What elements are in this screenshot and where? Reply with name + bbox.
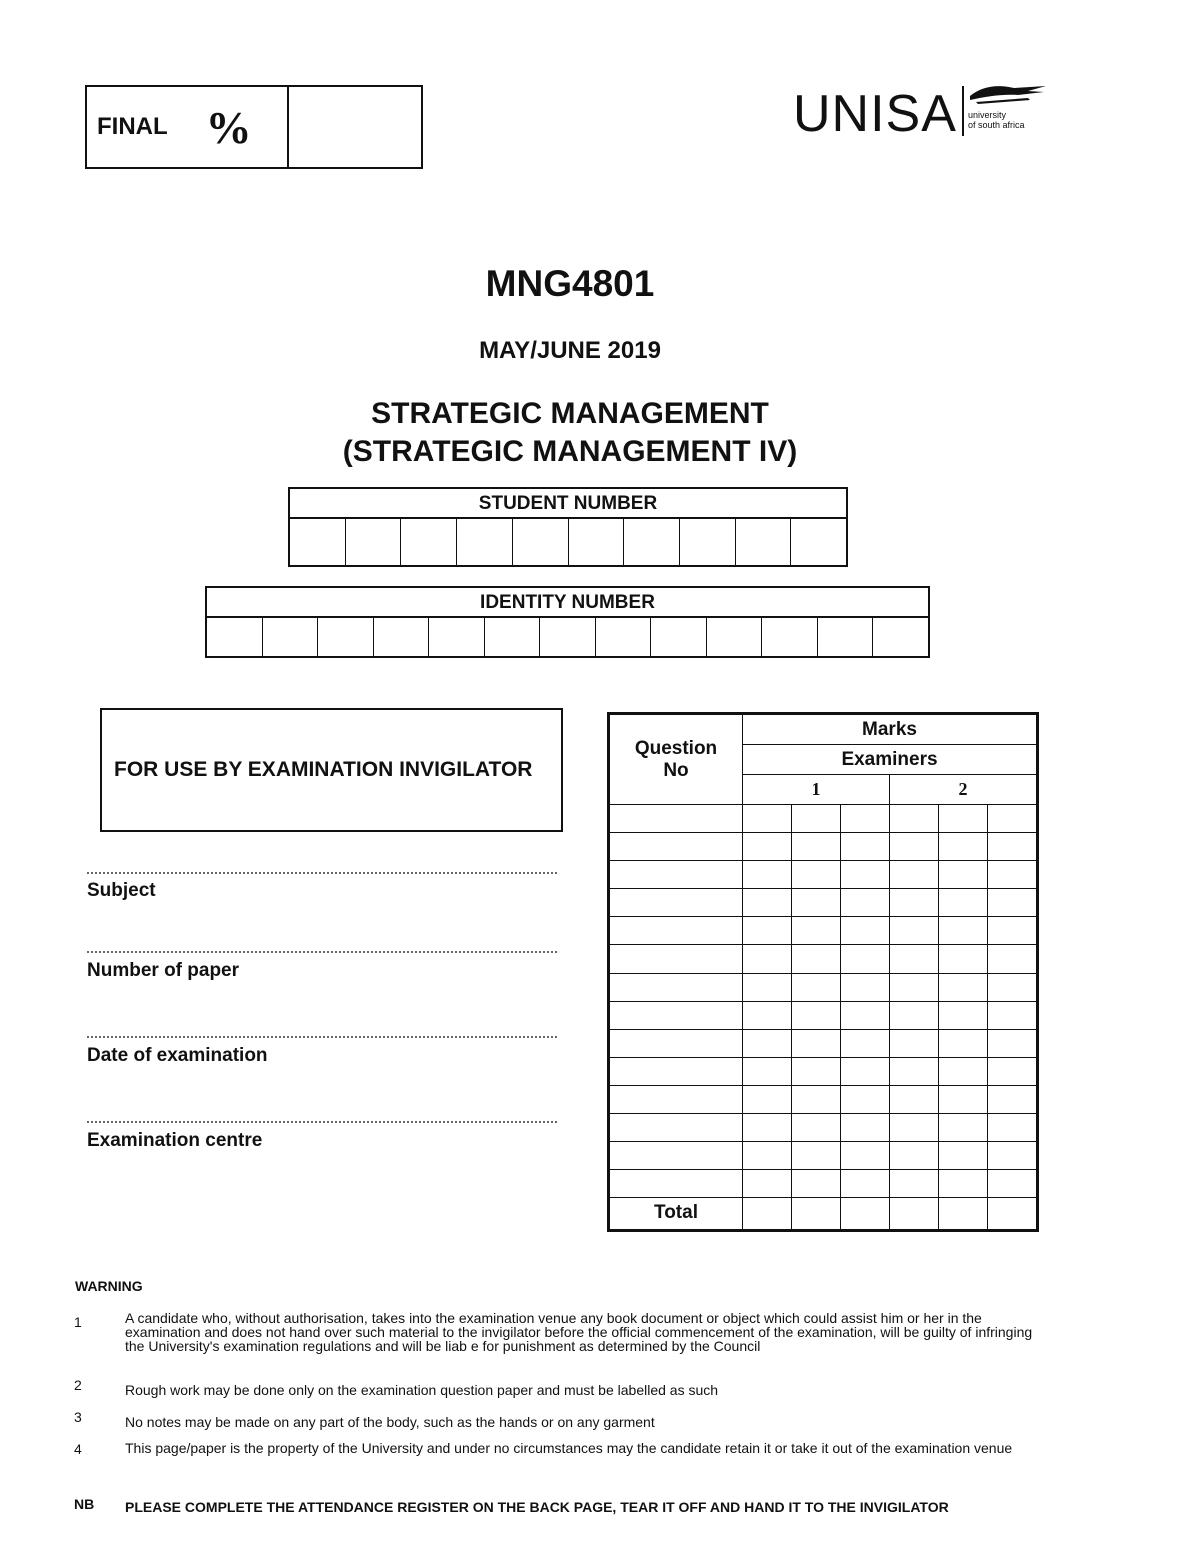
mark-cell[interactable]: [743, 1057, 792, 1085]
identity-number-digit[interactable]: [374, 618, 430, 656]
subject-label: Subject: [87, 880, 156, 901]
student-number-digit[interactable]: [513, 519, 569, 565]
mark-cell[interactable]: [890, 1001, 939, 1029]
warning-item-text: No notes may be made on any part of the body, such as the hands or on any garment: [125, 1414, 655, 1430]
identity-number-digit[interactable]: [651, 618, 707, 656]
mark-cell[interactable]: [792, 1085, 841, 1113]
mark-cell[interactable]: [890, 833, 939, 861]
mark-cell[interactable]: [890, 1029, 939, 1057]
mark-cell[interactable]: [988, 917, 1037, 945]
mark-cell[interactable]: [939, 1169, 988, 1197]
mark-cell[interactable]: [792, 1169, 841, 1197]
warning-item-number: 2: [74, 1377, 82, 1393]
identity-number-digit[interactable]: [873, 618, 928, 656]
mark-cell[interactable]: [890, 1085, 939, 1113]
mark-cell[interactable]: [841, 1085, 890, 1113]
student-number-label: STUDENT NUMBER: [290, 489, 846, 519]
mark-cell[interactable]: [792, 833, 841, 861]
identity-number-digit[interactable]: [596, 618, 652, 656]
identity-number-digit[interactable]: [707, 618, 763, 656]
marks-row: [610, 1141, 1037, 1169]
question-number-cell[interactable]: [610, 1001, 743, 1029]
warning-item-text: Rough work may be done only on the examination question paper and must be labelled as such: [125, 1382, 719, 1398]
marks-row: [610, 1085, 1037, 1113]
student-number-digit[interactable]: [624, 519, 680, 565]
marks-header: Marks: [743, 715, 1037, 745]
percent-symbol: %: [205, 101, 252, 153]
nb-label: NB: [74, 1496, 95, 1512]
question-number-cell[interactable]: [610, 861, 743, 889]
unisa-logo: [793, 78, 1053, 148]
question-number-cell[interactable]: [610, 1029, 743, 1057]
question-no-header: Question No: [610, 715, 743, 805]
mark-cell[interactable]: [939, 1029, 988, 1057]
paper-title-line1: STRATEGIC MANAGEMENT: [371, 397, 769, 430]
total-cell[interactable]: [988, 1197, 1037, 1229]
mark-cell[interactable]: [792, 1141, 841, 1169]
mark-cell[interactable]: [841, 917, 890, 945]
mark-cell[interactable]: [841, 833, 890, 861]
warning-item-number: 4: [74, 1441, 82, 1457]
identity-number-digit[interactable]: [318, 618, 374, 656]
mark-cell[interactable]: [939, 1113, 988, 1141]
marks-row: [610, 1057, 1037, 1085]
mark-cell[interactable]: [988, 1169, 1037, 1197]
marks-row: [610, 889, 1037, 917]
mark-cell[interactable]: [792, 1001, 841, 1029]
student-number-box: [288, 487, 848, 567]
marks-row: [610, 917, 1037, 945]
mark-cell[interactable]: [743, 945, 792, 973]
mark-cell[interactable]: [939, 889, 988, 917]
exam-centre-label: Examination centre: [87, 1130, 263, 1151]
mark-cell[interactable]: [841, 945, 890, 973]
student-number-digit[interactable]: [736, 519, 792, 565]
logo-subtitle: [968, 110, 1025, 130]
student-number-digit[interactable]: [290, 519, 346, 565]
warning-item-number: 1: [74, 1314, 82, 1330]
question-number-cell[interactable]: [610, 1085, 743, 1113]
mark-cell[interactable]: [743, 973, 792, 1001]
logo-subtitle-line2: of south africa: [968, 120, 1025, 130]
exam-period: MAY/JUNE 2019: [479, 337, 661, 364]
total-cell[interactable]: [890, 1197, 939, 1229]
mark-cell[interactable]: [841, 805, 890, 833]
student-number-digit[interactable]: [791, 519, 846, 565]
warning-item-text: This page/paper is the property of the University and under no circumstances may the candidate retain it or take it out of the examination venue: [125, 1440, 1013, 1456]
question-number-cell[interactable]: [610, 889, 743, 917]
identity-number-digit[interactable]: [818, 618, 874, 656]
mark-cell[interactable]: [792, 1029, 841, 1057]
mark-cell[interactable]: [988, 889, 1037, 917]
mark-cell[interactable]: [743, 805, 792, 833]
examiner-2-header: 2: [890, 775, 1037, 805]
marks-row: [610, 861, 1037, 889]
final-label: FINAL: [97, 113, 168, 140]
mark-cell[interactable]: [841, 861, 890, 889]
identity-number-digit[interactable]: [485, 618, 541, 656]
question-number-cell[interactable]: [610, 1141, 743, 1169]
mark-cell[interactable]: [890, 861, 939, 889]
identity-number-digit[interactable]: [263, 618, 319, 656]
marks-row: [610, 973, 1037, 1001]
examiners-header: Examiners: [743, 745, 1037, 775]
question-number-cell[interactable]: [610, 917, 743, 945]
mark-cell[interactable]: [841, 1057, 890, 1085]
final-percentage-box: [85, 85, 423, 169]
final-label-cell: [87, 87, 289, 167]
subject-line[interactable]: [87, 866, 557, 874]
question-number-cell[interactable]: [610, 945, 743, 973]
mark-cell[interactable]: [890, 1169, 939, 1197]
examiner-1-header: 1: [743, 775, 890, 805]
mark-cell[interactable]: [841, 1113, 890, 1141]
identity-number-digit[interactable]: [762, 618, 818, 656]
warning-item-number: 3: [74, 1409, 82, 1425]
identity-number-digit[interactable]: [540, 618, 596, 656]
mark-cell[interactable]: [841, 1029, 890, 1057]
marks-row: [610, 945, 1037, 973]
logo-wordmark: UNISA: [793, 85, 957, 143]
logo-emblem-icon: [968, 82, 1048, 108]
mark-cell[interactable]: [939, 1001, 988, 1029]
total-cell[interactable]: [841, 1197, 890, 1229]
mark-cell[interactable]: [743, 889, 792, 917]
mark-cell[interactable]: [890, 805, 939, 833]
marks-row: [610, 1113, 1037, 1141]
student-number-digit[interactable]: [680, 519, 736, 565]
mark-cell[interactable]: [939, 861, 988, 889]
mark-cell[interactable]: [890, 1113, 939, 1141]
mark-cell[interactable]: [743, 833, 792, 861]
mark-cell[interactable]: [988, 1057, 1037, 1085]
mark-cell[interactable]: [792, 889, 841, 917]
mark-cell[interactable]: [988, 805, 1037, 833]
mark-cell[interactable]: [988, 861, 1037, 889]
mark-cell[interactable]: [890, 917, 939, 945]
paper-title-line2: (STRATEGIC MANAGEMENT IV): [342, 435, 798, 468]
marks-table: [607, 712, 1039, 1232]
mark-cell[interactable]: [939, 973, 988, 1001]
exam-date-line[interactable]: [87, 1030, 557, 1038]
mark-cell[interactable]: [890, 1141, 939, 1169]
mark-cell[interactable]: [890, 889, 939, 917]
identity-number-box: [205, 586, 930, 658]
mark-cell[interactable]: [841, 1169, 890, 1197]
mark-cell[interactable]: [841, 973, 890, 1001]
mark-cell[interactable]: [939, 1057, 988, 1085]
warning-item-text: A candidate who, without authorisation, takes into the examination venue any book document or object which could assist him or her in the examination and does not hand over such material to the invigilator before the official commencement of the examination, will be guilty of infringing the University's examination regulations and will be liab e for punishment as determined by the Council: [125, 1310, 1033, 1354]
mark-cell[interactable]: [939, 917, 988, 945]
total-cell[interactable]: [939, 1197, 988, 1229]
mark-cell[interactable]: [743, 1113, 792, 1141]
mark-cell[interactable]: [792, 945, 841, 973]
invigilator-box-label: FOR USE BY EXAMINATION INVIGILATOR: [114, 758, 533, 781]
mark-cell[interactable]: [792, 917, 841, 945]
mark-cell[interactable]: [939, 833, 988, 861]
mark-cell[interactable]: [988, 1029, 1037, 1057]
mark-cell[interactable]: [988, 1141, 1037, 1169]
mark-cell[interactable]: [743, 1029, 792, 1057]
paper-title: [0, 395, 1140, 471]
invigilator-box: [100, 708, 563, 832]
question-number-cell[interactable]: [610, 805, 743, 833]
mark-cell[interactable]: [841, 889, 890, 917]
mark-cell[interactable]: [939, 805, 988, 833]
warning-title: WARNING: [75, 1278, 143, 1294]
course-code: MNG4801: [485, 263, 655, 304]
mark-cell[interactable]: [743, 861, 792, 889]
mark-cell[interactable]: [792, 805, 841, 833]
mark-cell[interactable]: [988, 833, 1037, 861]
mark-cell[interactable]: [841, 1141, 890, 1169]
paper-number-label: Number of paper: [87, 960, 240, 981]
mark-cell[interactable]: [988, 1001, 1037, 1029]
mark-cell[interactable]: [939, 1085, 988, 1113]
exam-centre-line[interactable]: [87, 1115, 557, 1123]
mark-cell[interactable]: [988, 1113, 1037, 1141]
marks-row: [610, 1029, 1037, 1057]
exam-date-label: Date of examination: [87, 1045, 268, 1066]
identity-number-digit[interactable]: [207, 618, 263, 656]
mark-cell[interactable]: [939, 945, 988, 973]
student-number-digit[interactable]: [457, 519, 513, 565]
question-number-cell[interactable]: [610, 833, 743, 861]
mark-cell[interactable]: [792, 973, 841, 1001]
mark-cell[interactable]: [939, 1141, 988, 1169]
student-number-cells: [290, 519, 846, 565]
mark-cell[interactable]: [743, 1169, 792, 1197]
mark-cell[interactable]: [743, 917, 792, 945]
student-number-digit[interactable]: [569, 519, 625, 565]
mark-cell[interactable]: [743, 1085, 792, 1113]
logo-divider: [962, 86, 964, 136]
mark-cell[interactable]: [792, 1113, 841, 1141]
total-label: Total: [610, 1197, 743, 1229]
mark-cell[interactable]: [890, 973, 939, 1001]
mark-cell[interactable]: [988, 973, 1037, 1001]
question-number-cell[interactable]: [610, 1113, 743, 1141]
mark-cell[interactable]: [792, 861, 841, 889]
mark-cell[interactable]: [841, 1001, 890, 1029]
question-number-cell[interactable]: [610, 1057, 743, 1085]
nb-text: PLEASE COMPLETE THE ATTENDANCE REGISTER ON THE BACK PAGE, TEAR IT OFF AND HAND IT TO THE INVIGILATOR: [125, 1499, 949, 1515]
mark-cell[interactable]: [988, 1085, 1037, 1113]
mark-cell[interactable]: [890, 1057, 939, 1085]
marks-rows: [610, 805, 1037, 1197]
paper-number-line[interactable]: [87, 945, 557, 953]
identity-number-digit[interactable]: [429, 618, 485, 656]
mark-cell[interactable]: [743, 1001, 792, 1029]
final-percentage-entry-field[interactable]: [289, 87, 421, 167]
identity-number-cells: [207, 618, 928, 656]
question-number-cell[interactable]: [610, 973, 743, 1001]
marks-row: [610, 1001, 1037, 1029]
student-number-digit[interactable]: [346, 519, 402, 565]
identity-number-label: IDENTITY NUMBER: [207, 588, 928, 618]
marks-row: [610, 805, 1037, 833]
total-cell[interactable]: [743, 1197, 792, 1229]
mark-cell[interactable]: [988, 945, 1037, 973]
mark-cell[interactable]: [743, 1141, 792, 1169]
total-cell[interactable]: [792, 1197, 841, 1229]
logo-subtitle-line1: university: [968, 110, 1007, 120]
mark-cell[interactable]: [890, 945, 939, 973]
marks-row: [610, 833, 1037, 861]
question-number-cell[interactable]: [610, 1169, 743, 1197]
mark-cell[interactable]: [792, 1057, 841, 1085]
marks-row: [610, 1169, 1037, 1197]
student-number-digit[interactable]: [401, 519, 457, 565]
